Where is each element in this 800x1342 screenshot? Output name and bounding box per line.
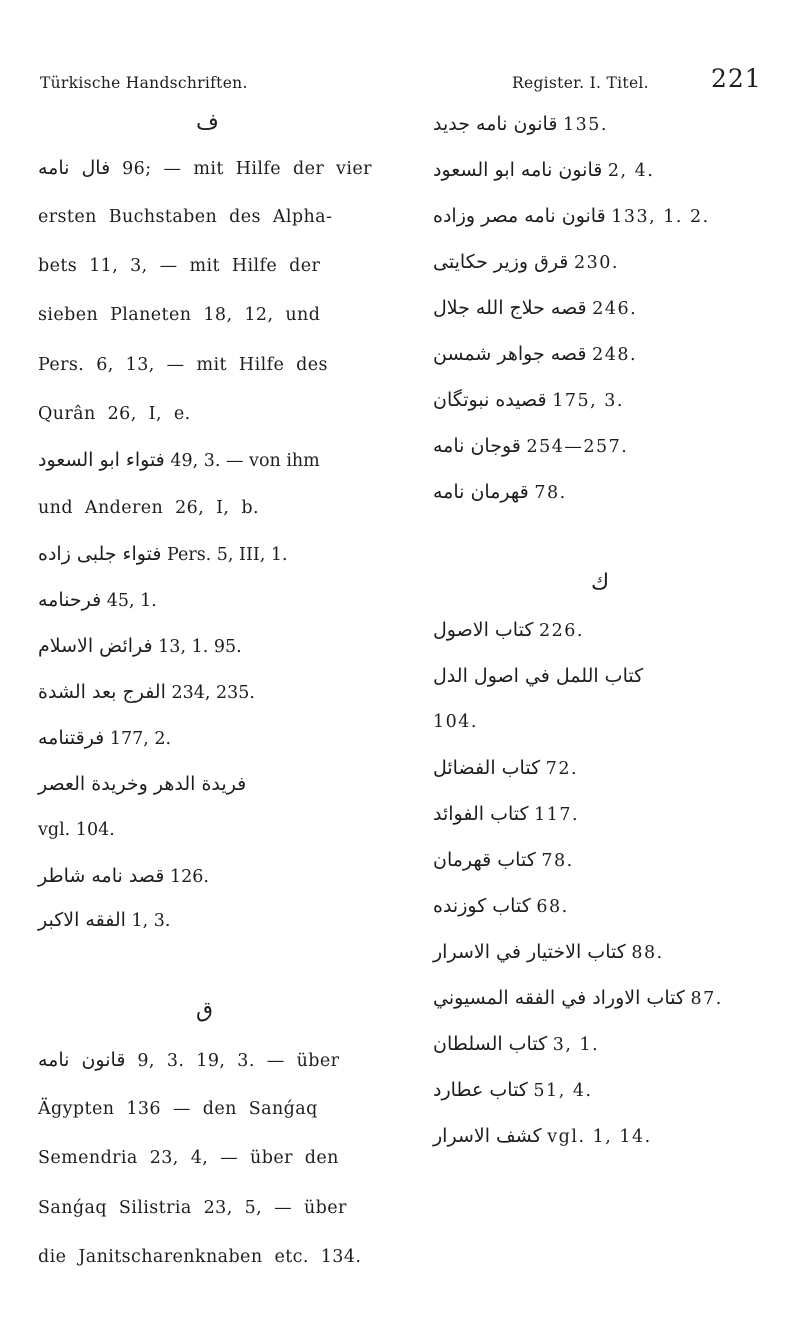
- entry-refs: 175, 3.: [552, 391, 624, 411]
- entry-ferahname: [38, 588, 157, 613]
- arabic-title: قرق وزير حكايتی: [433, 251, 569, 273]
- entry-refs: 117.: [534, 805, 580, 825]
- entry-refs: 135.: [563, 115, 608, 135]
- arabic-title: قانون نامه ابو السعود: [433, 159, 603, 181]
- entry-refs: 78.: [541, 851, 574, 871]
- entry-refs: 45, 1.: [106, 591, 157, 611]
- arabic-title: فتواء ابو السعود: [38, 449, 165, 471]
- entry-refs: 49, 3. — von ihm: [170, 451, 320, 471]
- entry-refs: 126.: [169, 867, 209, 887]
- entry-qissa-cevahir: [433, 342, 637, 367]
- entry-qahramanname: [433, 480, 567, 505]
- arabic-title: كتاب الاوراد في الفقه المسيوني: [433, 987, 685, 1009]
- arabic-title: الفرج بعد الشدة: [38, 681, 166, 703]
- entry-kitab-gozende: [433, 894, 569, 919]
- running-header-right: Register. I. Titel.: [512, 74, 649, 92]
- arabic-title: كشف الاسرار: [433, 1125, 542, 1147]
- entry-refs: 51, 4.: [533, 1081, 593, 1101]
- entry-refs: 87.: [690, 989, 723, 1009]
- entry-text-line: Semendria 23, 4, — über den: [38, 1148, 339, 1168]
- entry-refs: 2, 4.: [607, 161, 655, 181]
- entry-kesf-ul-esrar: [433, 1124, 652, 1149]
- arabic-title: فال نامه: [38, 157, 111, 179]
- entry-fal-name: [38, 156, 372, 181]
- entry-text-line: 104.: [433, 712, 478, 732]
- entry-qanunname: [38, 1048, 339, 1073]
- arabic-title: قهرمان نامه: [433, 481, 529, 503]
- arabic-title: كتاب الاختيار في الاسرار: [433, 941, 626, 963]
- entry-qissa-hallac: [433, 296, 637, 321]
- entry-kitab-utarid: [433, 1078, 593, 1103]
- arabic-title: قانون نامه جديد: [433, 113, 558, 135]
- entry-refs: 3, 1.: [552, 1035, 600, 1055]
- entry-text-line: Pers. 6, 13, — mit Hilfe des: [38, 355, 328, 375]
- entry-refs: vgl. 1, 14.: [547, 1127, 652, 1147]
- entry-refs: 246.: [592, 299, 638, 319]
- entry-feraid-ul-islam: [38, 634, 242, 659]
- page-number: 221: [711, 64, 762, 93]
- entry-qirq-vezir: [433, 250, 619, 275]
- section-letter-fa: ف: [196, 110, 219, 135]
- entry-fatwa-abu-suud: [38, 448, 320, 473]
- entry-firqatname: [38, 726, 171, 751]
- arabic-title: كتاب الفوائد: [433, 803, 529, 825]
- arabic-title: كتاب اللمل في اصول الدل: [433, 665, 644, 687]
- entry-refs: 68.: [536, 897, 569, 917]
- entry-refs: 177, 2.: [109, 729, 172, 749]
- entry-kitab-ul-lemel: [433, 664, 643, 689]
- entry-qasdname-satir: [38, 864, 209, 889]
- arabic-title: كتاب السلطان: [433, 1033, 548, 1055]
- arabic-title: كتاب عطارد: [433, 1079, 528, 1101]
- arabic-title: قانون نامه مصر وزاده: [433, 205, 606, 227]
- arabic-title: قوجان نامه: [433, 435, 521, 457]
- entry-qanunname-abu-suud: [433, 158, 654, 183]
- entry-kitab-ul-usul: [433, 618, 584, 643]
- entry-refs: 72.: [545, 759, 579, 779]
- arabic-title: كتاب كوزنده: [433, 895, 531, 917]
- entry-qaside: [433, 388, 624, 413]
- entry-text-line: bets 11, 3, — mit Hilfe der: [38, 256, 321, 276]
- entry-refs: Pers. 5, III, 1.: [166, 545, 288, 565]
- arabic-title: كتاب الفضائل: [433, 757, 541, 779]
- entry-refs: 9, 3. 19, 3. — über: [137, 1051, 340, 1071]
- entry-qocanname: [433, 434, 628, 459]
- arabic-title: قصه حلاج الله جلال: [433, 297, 587, 319]
- entry-refs: 133, 1. 2.: [611, 207, 710, 227]
- entry-text-line: und Anderen 26, I, b.: [38, 498, 259, 518]
- entry-refs: 13, 1. 95.: [158, 637, 242, 657]
- entry-text-line: Sanǵaq Silistria 23, 5, — über: [38, 1198, 347, 1218]
- entry-kitab-ul-fezail: [433, 756, 578, 781]
- arabic-title: قصيده نبوتگان: [433, 389, 547, 411]
- entry-text-line: die Janitscharenknaben etc. 134.: [38, 1247, 362, 1267]
- arabic-title: قانون نامه: [38, 1049, 126, 1071]
- entry-ferec-bad-es-sidde: [38, 680, 255, 705]
- entry-refs: 88.: [631, 943, 664, 963]
- arabic-title: فرائض الاسلام: [38, 635, 153, 657]
- entry-text-line: Qurân 26, I, e.: [38, 404, 191, 424]
- entry-refs: 234, 235.: [171, 683, 255, 703]
- entry-qanunname-misr: [433, 204, 710, 229]
- entry-kitab-ul-fevaid: [433, 802, 579, 827]
- arabic-title: فتواء جلبی زاده: [38, 543, 162, 565]
- entry-refs: 254—257.: [526, 437, 629, 457]
- arabic-title: فريدة الدهر وخريدة العصر: [38, 773, 247, 795]
- entry-text-line: vgl. 104.: [38, 820, 115, 840]
- arabic-title: كتاب الاصول: [433, 619, 534, 641]
- entry-text-line: ersten Buchstaben des Alpha-: [38, 207, 333, 227]
- arabic-title: قصد نامه شاطر: [38, 865, 165, 887]
- entry-refs: 248.: [592, 345, 638, 365]
- entry-refs: 230.: [573, 253, 619, 273]
- section-letter-kaf: ك: [591, 570, 610, 595]
- entry-kitab-ul-ihtiyar: [433, 940, 664, 965]
- entry-feride-ud-dehr: [38, 772, 246, 797]
- entry-refs: 1, 3.: [131, 911, 171, 931]
- entry-refs: 226.: [538, 621, 584, 641]
- entry-kitab-us-sultan: [433, 1032, 599, 1057]
- entry-fiqh-ul-ekber: [38, 908, 170, 933]
- arabic-title: قصه جواهر شمسن: [433, 343, 587, 365]
- entry-text-line: Ägypten 136 — den Sanǵaq: [38, 1099, 318, 1119]
- arabic-title: الفقه الاكبر: [38, 909, 126, 931]
- entry-kitab-qahraman: [433, 848, 574, 873]
- entry-kitab-ul-evrad: [433, 986, 723, 1011]
- entry-text-line: sieben Planeten 18, 12, und: [38, 305, 321, 325]
- arabic-title: كتاب قهرمان: [433, 849, 536, 871]
- entry-qanunname-cedid: [433, 112, 608, 137]
- entry-fatwa-celebi-zade: [38, 542, 288, 567]
- running-header-left: Türkische Handschriften.: [40, 74, 248, 92]
- entry-refs: 96; — mit Hilfe der vier: [122, 159, 372, 179]
- arabic-title: فرقتنامه: [38, 727, 105, 749]
- arabic-title: فرحنامه: [38, 589, 102, 611]
- entry-refs: 78.: [534, 483, 567, 503]
- section-letter-qaf: ق: [196, 998, 214, 1023]
